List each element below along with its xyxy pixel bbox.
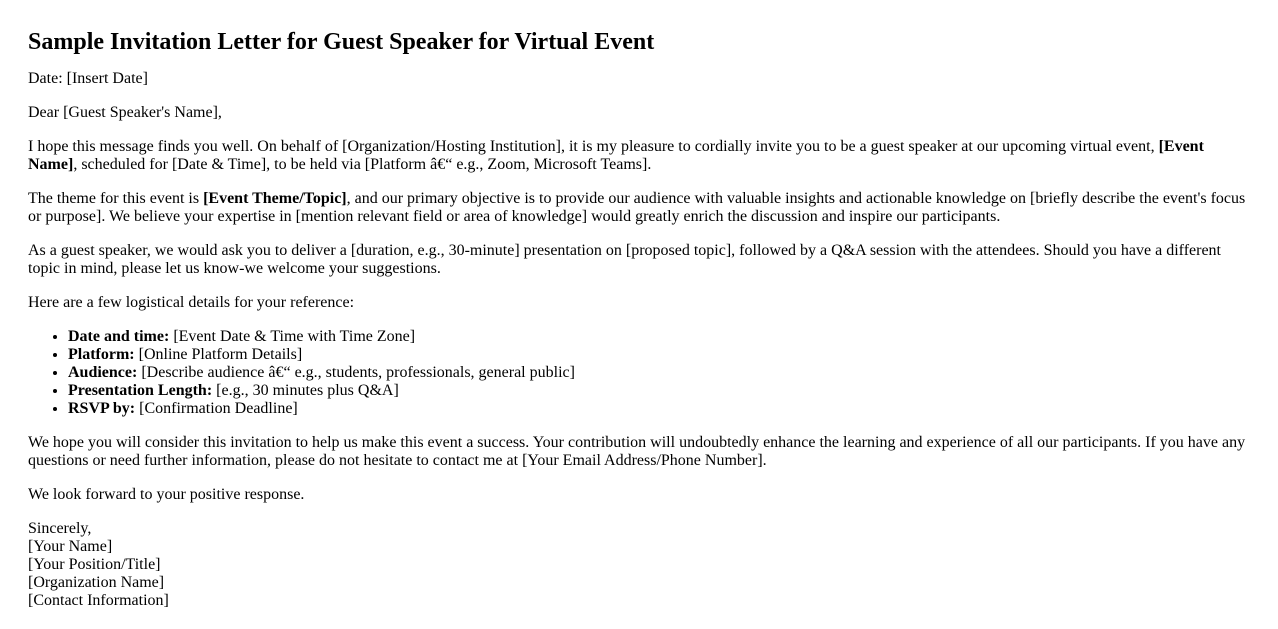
signature-name: [Your Name] [28, 538, 113, 555]
logistics-list [28, 328, 1250, 418]
event-name-placeholder: [Event Name] [28, 138, 1204, 173]
paragraph-theme-text-after: , and our primary objective is to provide our audience with valuable insights and actionable knowledge on [briefly describe the event's focus or purpose]. We believe your expertise in [mention relevant field or area of knowledge] would greatly enrich the discussion and inspire our participants. [28, 190, 1246, 225]
list-item [68, 400, 1250, 418]
paragraph-invitation [28, 138, 1250, 174]
paragraph-look-forward: We look forward to your positive response. [28, 486, 305, 503]
date-line: Date: [Insert Date] [28, 70, 148, 87]
signature-closing: Sincerely, [28, 520, 92, 537]
list-item-value: [Online Platform Details] [134, 346, 303, 363]
list-item-value: [e.g., 30 minutes plus Q&A] [212, 382, 399, 399]
list-item-label: Presentation Length: [68, 382, 213, 399]
paragraph-closing: We hope you will consider this invitation to help us make this event a success. Your contribution will undoubtedly enhance the learning and experience of all our participants. If you have any questions or need further information, please do not hesitate to contact me at [Your Email Address/Phone Number]. [28, 434, 1246, 469]
list-item [68, 346, 1250, 364]
event-theme-placeholder: [Event Theme/Topic] [203, 190, 347, 207]
paragraph-invitation-text-after: , scheduled for [Date & Time], to be held via [Platform â€“ e.g., Zoom, Microsoft Teams]. [73, 156, 652, 173]
list-item [68, 382, 1250, 400]
list-item-label: Audience: [68, 364, 138, 381]
salutation: Dear [Guest Speaker's Name], [28, 104, 222, 121]
paragraph-theme [28, 190, 1250, 226]
list-item-label: Date and time: [68, 328, 170, 345]
letter-page [0, 28, 1278, 610]
list-item-value: [Event Date & Time with Time Zone] [169, 328, 416, 345]
list-item [68, 328, 1250, 346]
page-title: Sample Invitation Letter for Guest Speaker for Virtual Event [28, 29, 655, 55]
signature-organization: [Organization Name] [28, 574, 165, 591]
list-item-value: [Confirmation Deadline] [135, 400, 298, 417]
signature-block [28, 520, 1250, 610]
paragraph-logistics-intro: Here are a few logistical details for your reference: [28, 294, 355, 311]
list-item-label: RSVP by: [68, 400, 136, 417]
paragraph-presentation: As a guest speaker, we would ask you to deliver a [duration, e.g., 30-minute] presentation on [proposed topic], followed by a Q&A session with the attendees. Should you have a different topic in mind, please let us know-we welcome your suggestions. [28, 242, 1221, 277]
signature-position: [Your Position/Title] [28, 556, 161, 573]
list-item [68, 364, 1250, 382]
signature-contact: [Contact Information] [28, 592, 169, 609]
paragraph-invitation-text-before: I hope this message finds you well. On behalf of [Organization/Hosting Institution], it is my pleasure to cordially invite you to be a guest speaker at our upcoming virtual event, [28, 138, 1159, 155]
paragraph-theme-text-before: The theme for this event is [28, 190, 204, 207]
list-item-label: Platform: [68, 346, 135, 363]
list-item-value: [Describe audience â€“ e.g., students, professionals, general public] [137, 364, 575, 381]
